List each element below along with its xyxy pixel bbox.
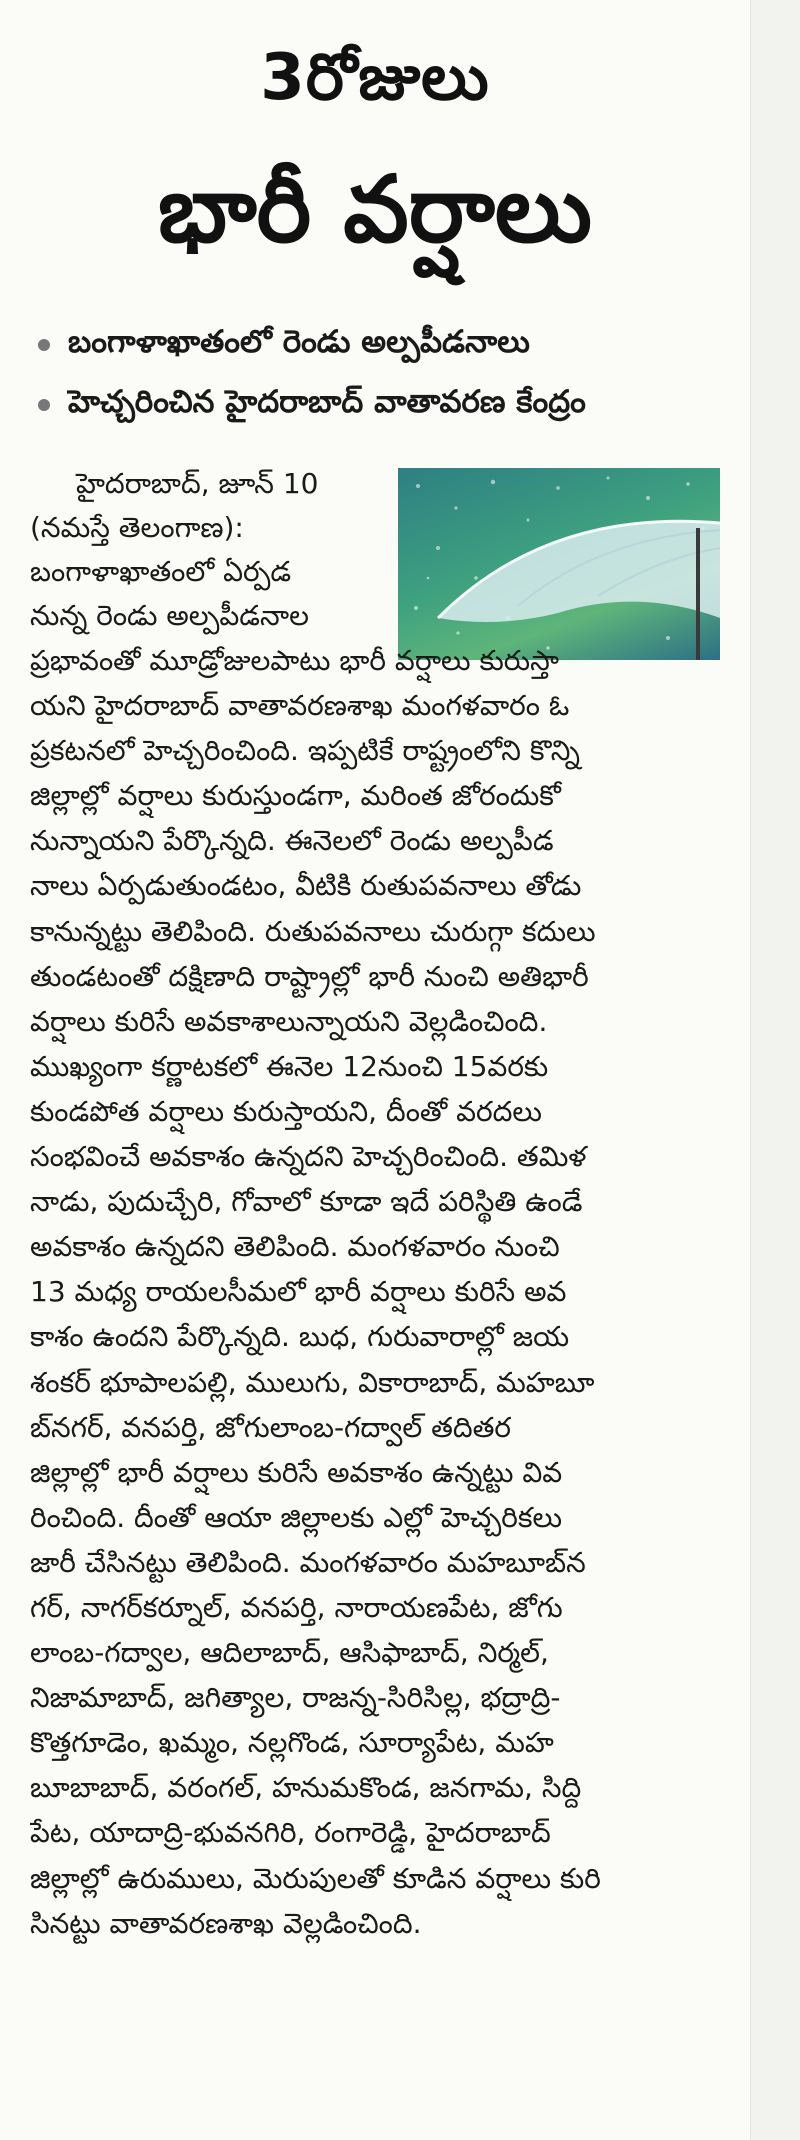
text-line: బ్‌నగర్, వనపర్తి, జోగులాంబ-గద్వాల్ తదితర (30, 1410, 512, 1444)
text-line: నిజామాబాద్, జగిత్యాల, రాజన్న-సిరిసిల్ల, భద్రాద్రి- (30, 1681, 561, 1715)
text-line: నున్న రెండు అల్పపీడనాల (30, 599, 309, 632)
page-margin (750, 0, 800, 2140)
text-line: కుండపోత వర్షాలు కురుస్తాయని, దీంతో వరదలు (30, 1094, 542, 1128)
headline-line-1: 3రోజులు (260, 41, 490, 115)
umbrella-icon (398, 468, 720, 660)
source-credit: (నమస్తే తెలంగాణ): (30, 511, 244, 544)
text-line: నాలు ఏర్పడుతుండటం, వీటికి రుతుపవనాలు తోడు (30, 869, 582, 903)
text-line: కానున్నట్టు తెలిపింది. రుతుపవనాలు చురుగ్గా కదులు (30, 914, 596, 948)
text-line: కొత్తగూడెం, ఖమ్మం, నల్లగొండ, సూర్యాపేట, మహ (30, 1726, 554, 1760)
text-line: వర్షాలు కురిసే అవకాశాలున్నాయని వెల్లడించింది. (30, 1004, 548, 1038)
text-line: ప్రకటనలో హెచ్చరించింది. ఇప్పటికే రాష్ట్రంలోని కొన్ని (30, 734, 580, 768)
text-line: ముఖ్యంగా కర్ణాటకలో ఈనెల 12నుంచి 15వరకు (30, 1049, 549, 1083)
dateline: హైదరాబాద్, జూన్ 10 (76, 467, 319, 500)
text-line: బంగాళాఖాతంలో ఏర్పడ (30, 555, 292, 588)
bullet-dot-icon (38, 339, 50, 351)
text-line: నున్నాయని పేర్కొన్నది. ఈనెలలో రెండు అల్పపీడ (30, 824, 554, 858)
text-line: యని హైదరాబాద్ వాతావరణశాఖ మంగళవారం ఓ (30, 689, 570, 723)
text-line: తుండటంతో దక్షిణాది రాష్ట్రాల్లో భారీ నుంచి అతిభారీ (30, 959, 589, 993)
text-line: గర్, నాగర్‌కర్నూల్, వనపర్తి, నారాయణపేట, జోగు (30, 1590, 563, 1624)
text-line: జిల్లాల్లో ఉరుములు, మెరుపులతో కూడిన వర్షాలు కురి (30, 1861, 601, 1895)
headline-line-2: భారీ వర్షాలు (158, 156, 592, 263)
umbrella-rain-photo (398, 468, 720, 660)
text-line: ప్రభావంతో మూడ్రోజులపాటు భారీ వర్షాలు కురుస్తా (30, 644, 559, 677)
text-line: జిల్లాల్లో భారీ వర్షాలు కురిసే అవకాశం ఉన్నట్టు వివ (30, 1455, 563, 1489)
bullet-item (38, 375, 738, 435)
article-body (30, 638, 736, 1946)
subhead-bullets (38, 315, 738, 435)
text-line: జిల్లాల్లో వర్షాలు కురుస్తుండగా, మరింత జోరందుకో (30, 779, 561, 813)
text-line: సినట్టు వాతావరణశాఖ వెల్లడించింది. (30, 1906, 422, 1940)
text-line: పేట, యాదాద్రి-భువనగిరి, రంగారెడ్డి, హైదరాబాద్ (30, 1816, 551, 1850)
text-line: బూబాబాద్, వరంగల్, హనుమకొండ, జనగామ, సిద్ది (30, 1771, 582, 1805)
bullet-text: బంగాళాఖాతంలో రెండు అల్పపీడనాలు (68, 323, 530, 360)
text-line: నాడు, పుదుచ్చేరి, గోవాలో కూడా ఇదే పరిస్థితి ఉండే (30, 1185, 583, 1219)
bullet-dot-icon (38, 399, 50, 411)
text-line: 13 మధ్య రాయలసీమలో భారీ వర్షాలు కురిసే అవ (30, 1275, 567, 1309)
bullet-text: హెచ్చరించిన హైదరాబాద్ వాతావరణ కేంద్రం (68, 383, 586, 420)
text-line: కాశం ఉందని పేర్కొన్నది. బుధ, గురువారాల్లో జయ (30, 1320, 570, 1354)
text-line: లాంబ-గద్వాల, ఆదిలాబాద్, ఆసిఫాబాద్, నిర్మల్, (30, 1636, 549, 1670)
bullet-item (38, 315, 738, 375)
text-line: అవకాశం ఉన్నదని తెలిపింది. మంగళవారం నుంచి (30, 1230, 560, 1264)
text-line: శంకర్ భూపాలపల్లి, ములుగు, వికారాబాద్, మహబూ (30, 1365, 595, 1399)
text-line: జారీ చేసినట్టు తెలిపింది. మంగళవారం మహబూబ్‌న (30, 1545, 586, 1579)
text-line: సంభవించే అవకాశం ఉన్నదని హెచ్చరించింది. తమిళ (30, 1140, 587, 1174)
lead-paragraph (30, 462, 390, 638)
text-line: రించింది. దీంతో ఆయా జిల్లాలకు ఎల్లో హెచ్చరికలు (30, 1500, 563, 1534)
